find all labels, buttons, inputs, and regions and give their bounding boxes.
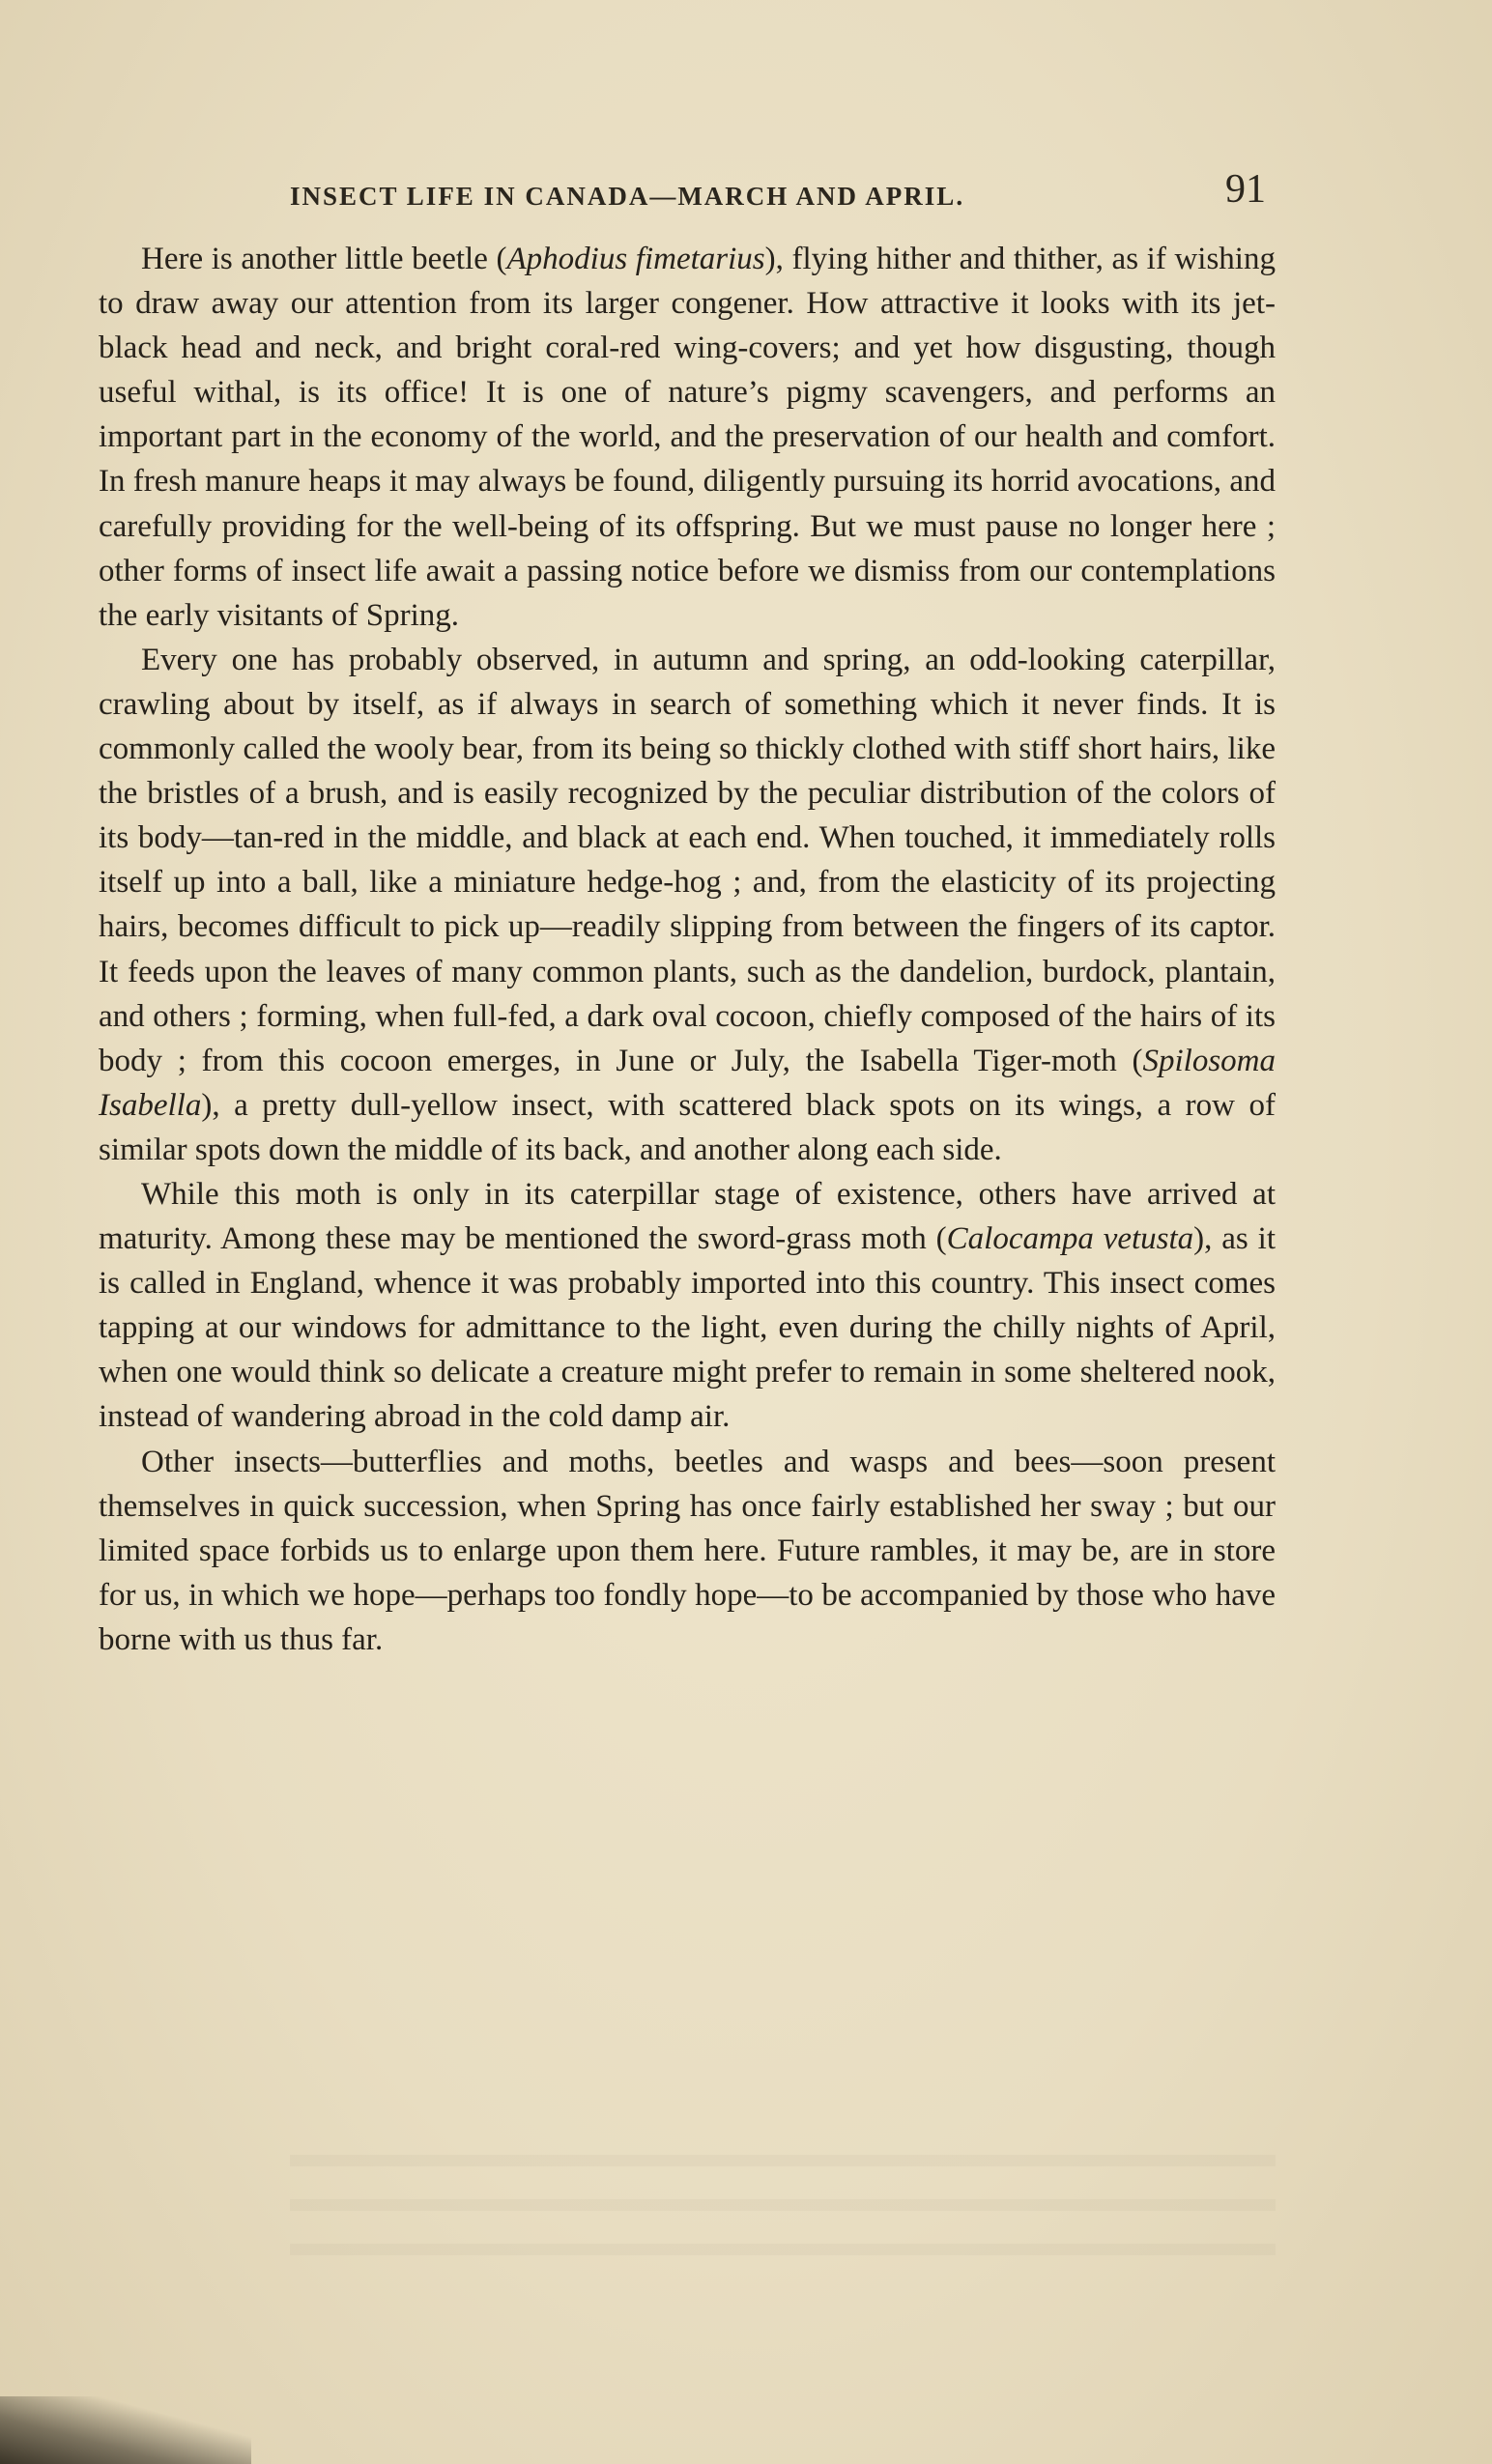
species-name: Calocampa vetusta [946, 1221, 1194, 1257]
paragraph [99, 638, 1276, 1172]
page-header [290, 164, 1266, 222]
page-number: 91 [1225, 167, 1266, 212]
paragraph [99, 1440, 1276, 1662]
running-head: INSECT LIFE IN CANADA—MARCH AND APRIL. [290, 182, 965, 211]
species-name: Aphodius fimetarius [506, 242, 765, 276]
paragraph [99, 1172, 1276, 1440]
page-corner-shadow [0, 2396, 251, 2464]
text-run: Every one has probably observed, in autumn and spring, an odd-looking caterpillar, crawling about by itself, as if always in search of something which it never finds. It is commonly called the wooly bear, from its being so thickly clothed with stiff short hairs, like the bristles of a brush, and is easily recognized by the peculiar distribution of the colors of its body—tan-red in the middle, and black at each end. When touched, it immediately rolls itself up into a ball, like a miniature hedge-hog ; and, from the elasticity of its projecting hairs, becomes difficult to pick up—readily slipping from between the fingers of its captor. It feeds upon the leaves of many common plants, such as the dandelion, burdock, plantain, and others ; forming, when full-fed, a dark oval cocoon, chiefly composed of the hairs of its body ; from this cocoon emerges, in June or July, the Isabella Tiger-moth ( [99, 642, 1276, 1078]
body-text [99, 237, 1276, 1662]
text-run: ), a pretty dull-yellow insect, with scattered black spots on its wings, a row of similar spots down the middle of its back, and another along each side. [99, 1087, 1276, 1167]
text-run: ), as it is called in England, whence it was probably imported into this country. This insect comes tapping at our windows for admittance to the light, even during the chilly nights of April, when one would think so delicate a creature might prefer to remain in some sheltered nook, instead of wandering abroad in the cold damp air. [99, 1221, 1276, 1435]
paragraph [99, 237, 1276, 638]
show-through-text [290, 2155, 1276, 2261]
species-name: Spilosoma Isabella [99, 1043, 1276, 1123]
text-run: Other insects—butterflies and moths, beetles and wasps and bees—soon present themselves in quick succession, when Spring has once fairly established her sway ; but our limited space forbids us to enlarge upon them here. Future rambles, it may be, are in store for us, in which we hope—perhaps too fondly hope—to be accompanied by those who have borne with us thus far. [99, 1444, 1276, 1657]
text-run: Here is another little beetle ( [141, 242, 507, 276]
text-run: While this moth is only in its caterpillar stage of existence, others have arrived at maturity. Among these may be mentioned the sword-grass moth ( [99, 1176, 1276, 1257]
text-run: ), flying hither and thither, as if wishing to draw away our attention from its larger congener. How attractive it looks with its jet-black head and neck, and bright coral-red wing-covers; and yet how disgusting, though useful withal, is its office! It is one of nature’s pigmy scavengers, and performs an important part in the economy of the world, and the preservation of our health and comfort. In fresh manure heaps it may always be found, diligently pursuing its horrid avocations, and carefully providing for the well-being of its offspring. But we must pause no longer here ; other forms of insect life await a passing notice before we dismiss from our contemplations the early visitants of Spring. [99, 242, 1276, 633]
